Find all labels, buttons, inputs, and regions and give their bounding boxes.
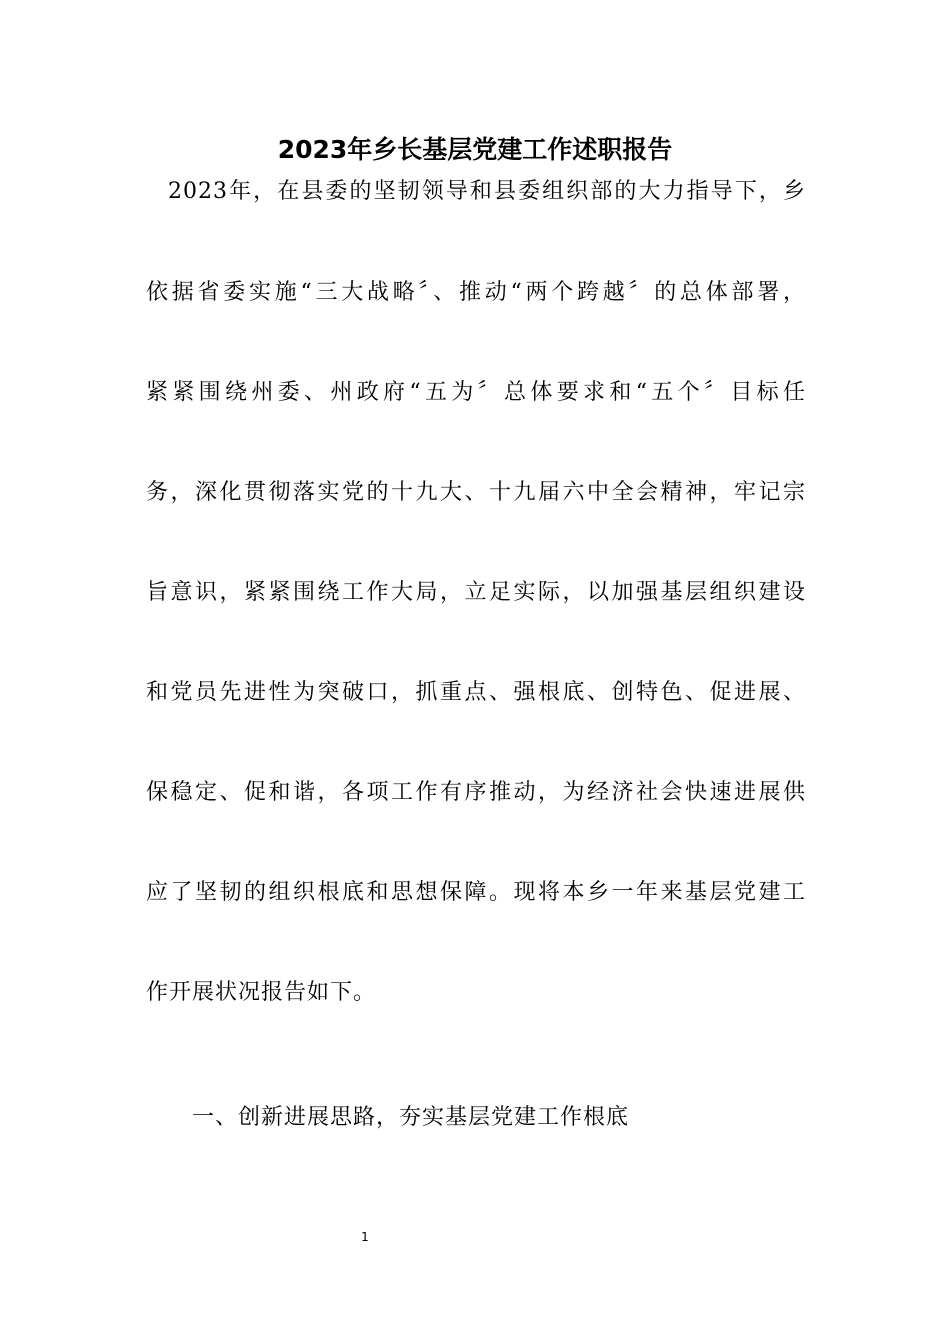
paragraph-line: 应了坚韧的组织根底和思想保障。现将本乡一年来基层党建工: [146, 880, 806, 905]
section-heading: 一、创新进展思路，夯实基层党建工作根底: [192, 1105, 630, 1130]
paragraph-line: 紧紧围绕州委、州政府“五为〞总体要求和“五个〞目标任: [146, 380, 806, 405]
paragraph-line: 依据省委实施“三大战略〞、推动“两个跨越〞的总体部署，: [146, 280, 806, 305]
paragraph-line: 和党员先进性为突破口，抓重点、强根底、创特色、促进展、: [146, 680, 806, 705]
document-title: 2023年乡长基层党建工作述职报告: [277, 135, 673, 164]
paragraph-line: 务，深化贯彻落实党的十九大、十九届六中全会精神，牢记宗: [146, 480, 806, 505]
paragraph-line: 旨意识，紧紧围绕工作大局，立足实际，以加强基层组织建设: [146, 580, 806, 605]
paragraph-line: 保稳定、促和谐，各项工作有序推动，为经济社会快速进展供: [146, 780, 806, 805]
paragraph-line: 作开展状况报告如下。: [146, 980, 377, 1005]
paragraph-line: 2023年，在县委的坚韧领导和县委组织部的大力指导下，乡: [168, 179, 806, 204]
page-number: 1: [361, 1230, 369, 1244]
